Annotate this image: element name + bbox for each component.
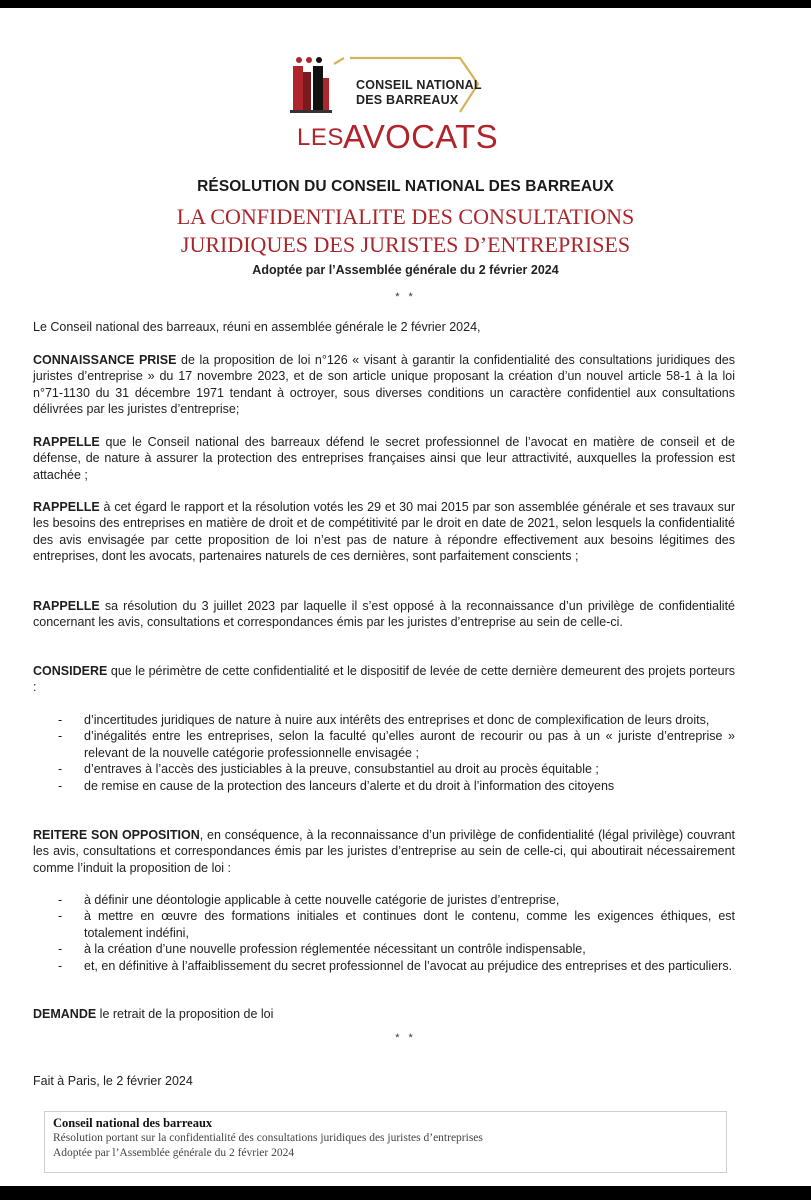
document-title-line1: LA CONFIDENTIALITE DES CONSULTATIONS — [176, 204, 635, 229]
list-item: - et, en définitive à l’affaiblissement du secret professionnel de l’avocat au préjudice des entreprises et des particuliers. — [56, 958, 735, 974]
logo-les: LES — [297, 124, 344, 151]
intro-paragraph — [33, 319, 735, 335]
paragraph-rappelle-2 — [33, 499, 735, 565]
logo-figure-head-2 — [306, 57, 312, 63]
paragraph-text: que le périmètre de cette confidentialité et le dispositif de levée de cette dernière demeurent des projets porteurs : — [33, 664, 735, 695]
logo-column-3 — [313, 66, 323, 110]
paragraph-text: le retrait de la proposition de loi — [96, 1007, 274, 1021]
resolution-heading: RÉSOLUTION DU CONSEIL NATIONAL DES BARREAUX — [197, 178, 614, 195]
paragraph-text: de la proposition de loi n°126 « visant à garantir la confidentialité des consultations juridiques des juristes d’entreprise » du 17 novembre 2023, et de son article unique proposant la création d’un nouvel article 58-1 à la loi n°71-1130 du 31 décembre 1971 tendant à octroyer, sous diverses conditions un caractère confidentiel aux consultations délivrées par les juristes d’entreprise; — [33, 353, 735, 417]
separator-stars-2: * * — [395, 1032, 416, 1044]
paragraph-connaissance-prise — [33, 352, 735, 418]
signed-place-date: Fait à Paris, le 2 février 2024 — [33, 1074, 193, 1088]
paragraph-rappelle-3 — [33, 598, 735, 631]
reitere-list — [56, 892, 735, 974]
logo-column-4 — [323, 78, 329, 110]
paragraph-rappelle-1 — [33, 434, 735, 483]
cnb-logo — [282, 54, 498, 162]
logo-column-2 — [303, 72, 311, 110]
paragraph-text: à cet égard le rapport et la résolution votés les 29 et 30 mai 2015 par son assemblée générale et ses travaux sur les besoins des entreprises en matière de droit et de compétitivité par le droit en date de 2021, selon lesquels la confidentialité des avis envisagée par cette proposition de loi n’est pas de nature à répondre effectivement aux besoins légitimes des entreprises, dont les avocats, partenaires naturels de ces dernières, sont parfaitement conscients ; — [33, 500, 735, 564]
bottom-frame-bar — [0, 1186, 811, 1200]
footer-reference-box — [44, 1111, 727, 1173]
logo-avocats: AVOCATS — [343, 118, 498, 155]
paragraph-text: , en conséquence, à la reconnaissance d’un privilège de confidentialité (légal privilège) couvrant les avis, consultations et correspondances émis par les juristes d’entreprise au sein de celle-ci, qui aboutirait nécessairement comme l’induit la proposition de loi : — [33, 828, 735, 875]
paragraph-lead: RAPPELLE — [33, 435, 100, 449]
list-item: - à mettre en œuvre des formations initiales et continues dont le contenu, comme les exigences éthiques, est totalement indéfini, — [56, 908, 735, 941]
paragraph-lead: RAPPELLE — [33, 599, 100, 613]
paragraph-lead: CONNAISSANCE PRISE — [33, 353, 177, 367]
separator-stars: * * — [395, 291, 416, 303]
document-title-line2: JURIDIQUES DES JURISTES D’ENTREPRISES — [180, 232, 631, 257]
list-item: - à définir une déontologie applicable à cette nouvelle catégorie de juristes d’entreprise, — [56, 892, 735, 908]
list-item: - de remise en cause de la protection des lanceurs d’alerte et du droit à l’information des citoyens — [56, 778, 735, 794]
paragraph-reitere — [33, 827, 735, 876]
list-item: - à la création d’une nouvelle profession réglementée nécessitant un contrôle indispensable, — [56, 941, 735, 957]
paragraph-considere — [33, 663, 735, 696]
logo-base — [290, 110, 332, 113]
paragraph-text: sa résolution du 3 juillet 2023 par laquelle il s’est opposé à la reconnaissance d’un privilège de confidentialité concernant les avis, consultations et correspondances émis par les juristes d’entreprise au sein de celle-ci. — [33, 599, 735, 630]
paragraph-lead: DEMANDE — [33, 1007, 97, 1021]
intro-text: Le Conseil national des barreaux, réuni en assemblée générale le 2 février 2024, — [33, 320, 481, 334]
logo-column-1 — [293, 66, 303, 110]
paragraph-lead: REITERE SON OPPOSITION — [33, 828, 200, 842]
document-title — [0, 203, 811, 259]
paragraph-lead: CONSIDERE — [33, 664, 108, 678]
paragraph-demande — [33, 1006, 735, 1022]
considere-list — [56, 712, 735, 794]
logo-text-line2: DES BARREAUX — [356, 93, 459, 107]
footer-line-2: Adoptée par l’Assemblée générale du 2 février 2024 — [53, 1146, 295, 1159]
logo-figure-head-3 — [316, 57, 322, 63]
logo-figure-head-1 — [296, 57, 302, 63]
logo-hex-top-left — [334, 58, 344, 64]
signature-line — [33, 1073, 735, 1089]
list-item: - d’incertitudes juridiques de nature à nuire aux intérêts des entreprises et donc de complexification de leurs droits, — [56, 712, 735, 728]
logo-text-line1: CONSEIL NATIONAL — [356, 78, 482, 92]
list-item: - d’inégalités entre les entreprises, selon la faculté qu’elles auront de recourir ou pas à un « juriste d’entreprise » relevant de la nouvelle catégorie professionnelle envisagée ; — [56, 728, 735, 761]
footer-line-1: Résolution portant sur la confidentialité des consultations juridiques des juristes d’entreprises — [53, 1132, 483, 1144]
list-item: - d’entraves à l’accès des justiciables à la preuve, consubstantiel au droit au procès équitable ; — [56, 761, 735, 777]
adoption-line: Adoptée par l’Assemblée générale du 2 février 2024 — [252, 263, 559, 277]
top-frame-bar — [0, 0, 811, 8]
paragraph-lead: RAPPELLE — [33, 500, 100, 514]
paragraph-text: que le Conseil national des barreaux défend le secret professionnel de l’avocat en matière de conseil et de défense, de nature à assurer la protection des entreprises françaises ainsi que leur attractivité, auxquelles la profession est attachée ; — [33, 435, 735, 482]
footer-title: Conseil national des barreaux — [53, 1116, 213, 1130]
